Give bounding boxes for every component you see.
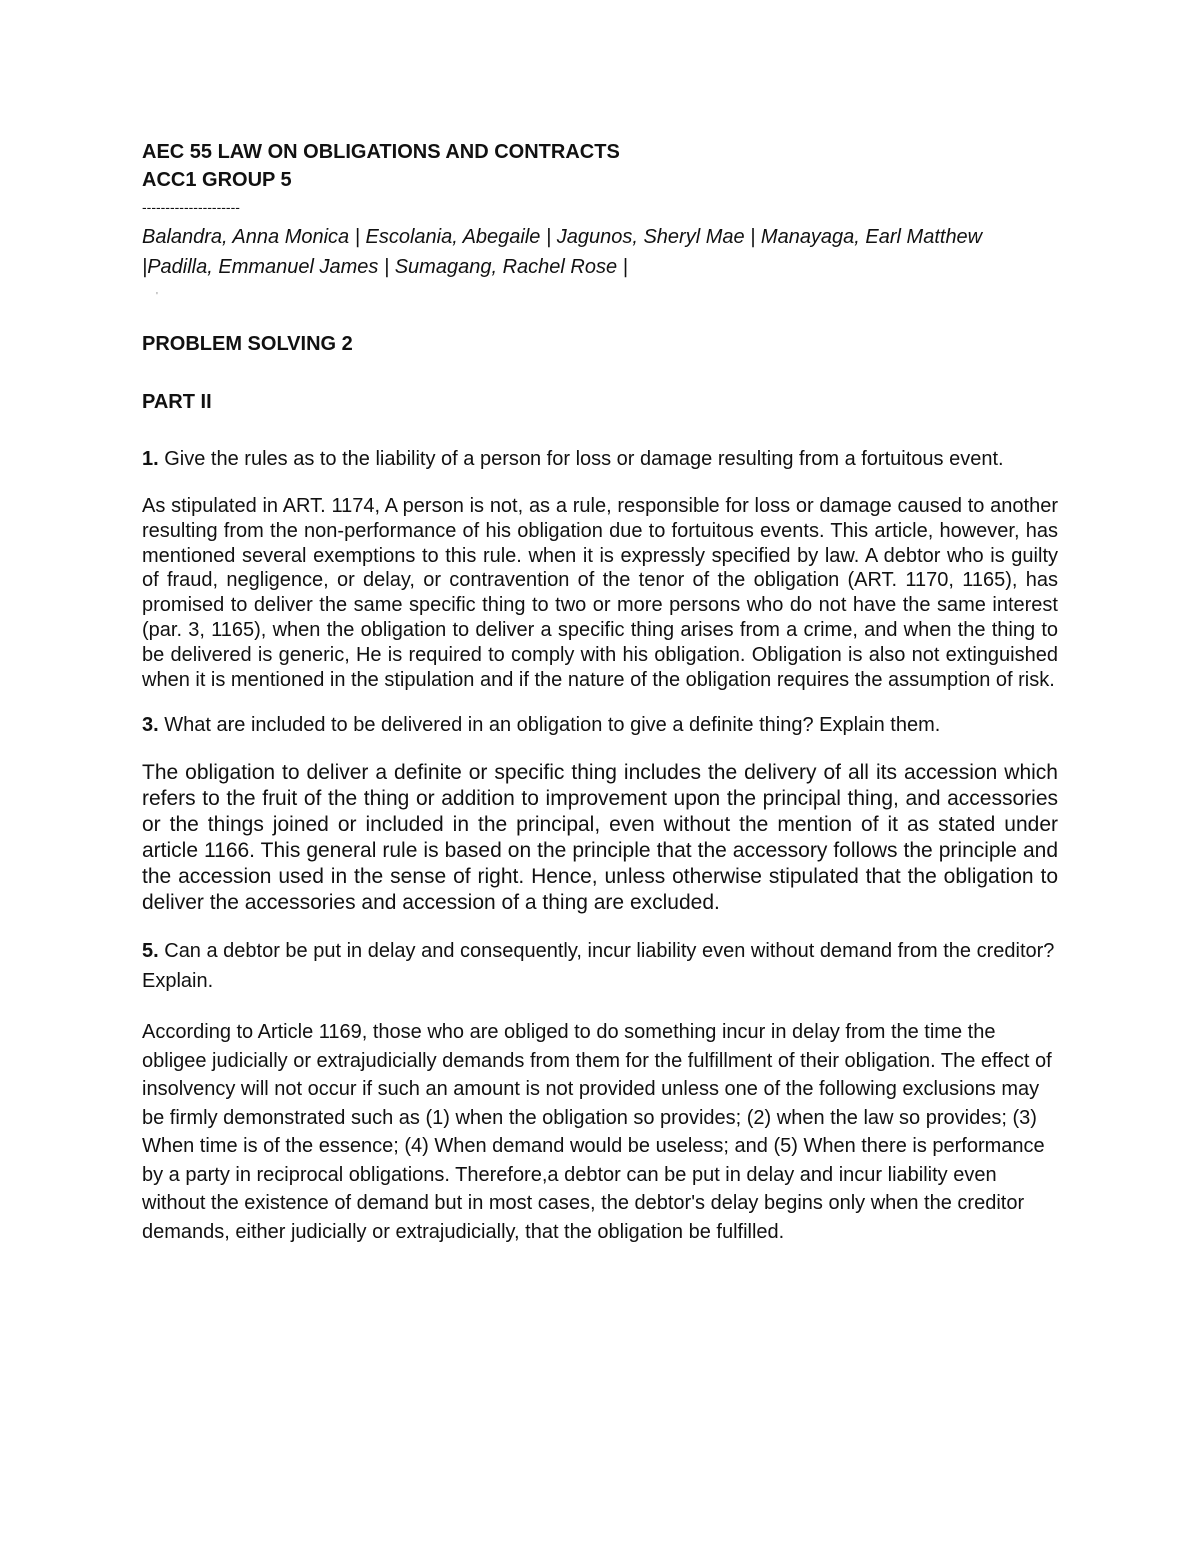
question-3 (142, 712, 1058, 738)
answer-1: As stipulated in ART. 1174, A person is not, as a rule, responsible for loss or damage caused to another resulting from the non-performance of his obligation due to fortuitous events. This article, however, has mentioned several exemptions to this rule. when it is expressly specified by law. A debtor who is guilty of fraud, negligence, or delay, or contravention of the tenor of the obligation (ART. 1170, 1165), has promised to deliver the same specific thing to two or more persons who do not have the same interest (par. 3, 1165), when the obligation to deliver a specific thing arises from a crime, and when the thing to be delivered is generic, He is required to comply with his obligation. Obligation is also not extinguished when it is mentioned in the stipulation and if the nature of the obligation requires the assumption of risk. (142, 495, 1058, 691)
question-1 (142, 444, 1058, 474)
answer-5: According to Article 1169, those who are obliged to do something incur in delay from the time the obligee judicially or extrajudicially demands from them for the fulfillment of their obligation. The effect of insolvency will not occur if such an amount is not provided unless one of the following exclusions may be firmly demonstrated such as (1) when the obligation so provides; (2) when the law so provides; (3) When time is of the essence; (4) When demand would be useless; and (5) When there is performance by a party in reciprocal obligations. Therefore,a debtor can be put in delay and incur liability even without the existence of demand but in most cases, the debtor's delay begins only when the creditor demands, either judicially or extrajudicially, that the obligation be fulfilled. (142, 1021, 1052, 1243)
part-heading: PART II (142, 391, 212, 413)
question-5 (142, 936, 1058, 996)
question-text: Give the rules as to the liability of a person for loss or damage resulting from a fortuitous event. (158, 448, 1004, 470)
question-number: 1. (142, 448, 159, 470)
separator-dashes: --------------------- (142, 199, 240, 215)
course-title: AEC 55 LAW ON OBLIGATIONS AND CONTRACTS (142, 141, 620, 163)
stray-mark: ' (156, 291, 158, 302)
question-number: 5. (142, 940, 159, 963)
question-text: Can a debtor be put in delay and consequently, incur liability even without demand from the creditor? Explain. (142, 940, 1055, 993)
question-number: 3. (142, 714, 159, 737)
question-text: What are included to be delivered in an obligation to give a definite thing? Explain them. (158, 714, 941, 737)
author-list: Balandra, Anna Monica | Escolania, Abegaile | Jagunos, Sheryl Mae | Manayaga, Earl Matthew |Padilla, Emmanuel James | Sumagang, Rachel Rose | (142, 226, 983, 278)
document-content (142, 138, 1058, 1246)
section-heading: PROBLEM SOLVING 2 (142, 333, 353, 355)
answer-3: The obligation to deliver a definite or specific thing includes the delivery of all its accession which refers to the fruit of the thing or addition to improvement upon the principal thing, and accessories or the things joined or included in the principal, even without the mention of it as stated under article 1166. This general rule is based on the principle that the accessory follows the principle and the accession used in the sense of right. Hence, unless otherwise stipulated that the obligation to deliver the accessories and accession of a thing are excluded. (142, 761, 1058, 915)
group-title: ACC1 GROUP 5 (142, 169, 292, 191)
